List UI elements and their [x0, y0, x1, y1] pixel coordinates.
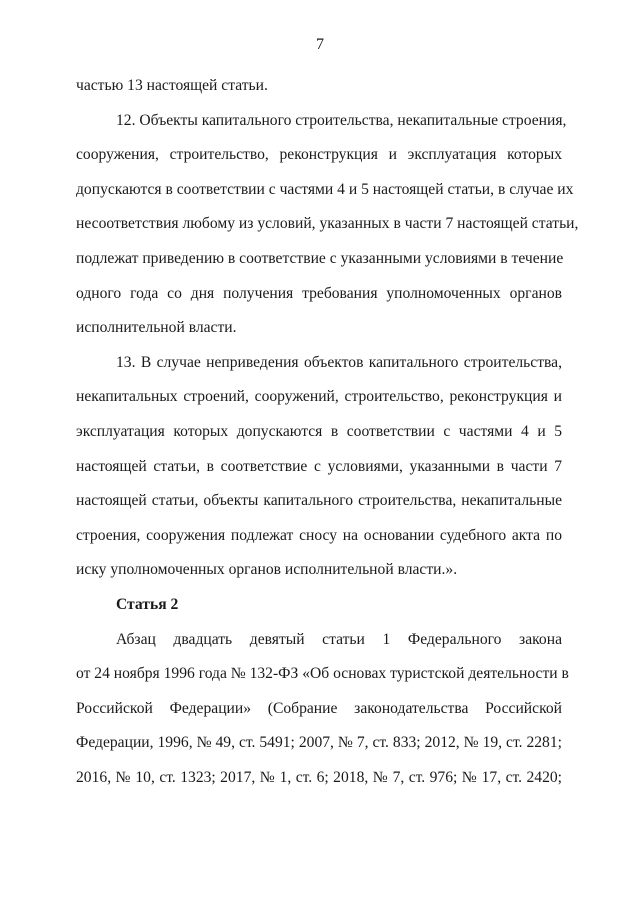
paragraph-13-line: настоящей статьи, в соответствие с условиями, указанными в части 7	[76, 457, 562, 475]
paragraph-13-line: некапитальных строений, сооружений, строительство, реконструкция и	[76, 388, 562, 406]
paragraph-13-line: настоящей статьи, объекты капитального строительства, некапитальные	[76, 492, 562, 510]
paragraph-12-line: 12. Объекты капитального строительства, некапитальные строения,	[116, 111, 567, 129]
paragraph-12-line: одного года со дня получения требования уполномоченных органов	[76, 284, 562, 302]
article-heading: Статья 2	[116, 595, 179, 613]
article-line: от 24 ноября 1996 года № 132-ФЗ «Об основах туристской деятельности в	[76, 665, 569, 683]
paragraph-12-line: несоответствия любому из условий, указанных в части 7 настоящей статьи,	[76, 215, 579, 233]
paragraph-13-line: 13. В случае неприведения объектов капитального строительства,	[116, 353, 562, 371]
paragraph-13-line: иску уполномоченных органов исполнительной власти.».	[76, 561, 458, 579]
article-line: Федерации, 1996, № 49, ст. 5491; 2007, № 7, ст. 833; 2012, № 19, ст. 2281;	[76, 734, 562, 752]
paragraph-12-line: подлежат приведению в соответствие с указанными условиями в течение	[76, 249, 564, 267]
paragraph-12-line: сооружения, строительство, реконструкция и эксплуатация которых	[76, 146, 562, 164]
page-number: 7	[316, 36, 324, 53]
article-line: 2016, № 10, ст. 1323; 2017, № 1, ст. 6; 2018, № 7, ст. 976; № 17, ст. 2420;	[76, 768, 562, 786]
paragraph-13-line: эксплуатация которых допускаются в соответствии с частями 4 и 5	[76, 422, 562, 440]
document-body	[76, 72, 579, 798]
paragraph-12-line: допускаются в соответствии с частями 4 и 5 настоящей статьи, в случае их	[76, 180, 574, 198]
paragraph-line: частью 13 настоящей статьи.	[76, 77, 268, 94]
paragraph-12-line: исполнительной власти.	[76, 319, 237, 337]
paragraph-13-line: строения, сооружения подлежат сносу на основании судебного акта по	[76, 526, 562, 544]
article-line: Российской Федерации» (Собрание законодательства Российской	[76, 699, 562, 717]
article-line: Абзац двадцать девятый статьи 1 Федерального закона	[116, 630, 562, 648]
